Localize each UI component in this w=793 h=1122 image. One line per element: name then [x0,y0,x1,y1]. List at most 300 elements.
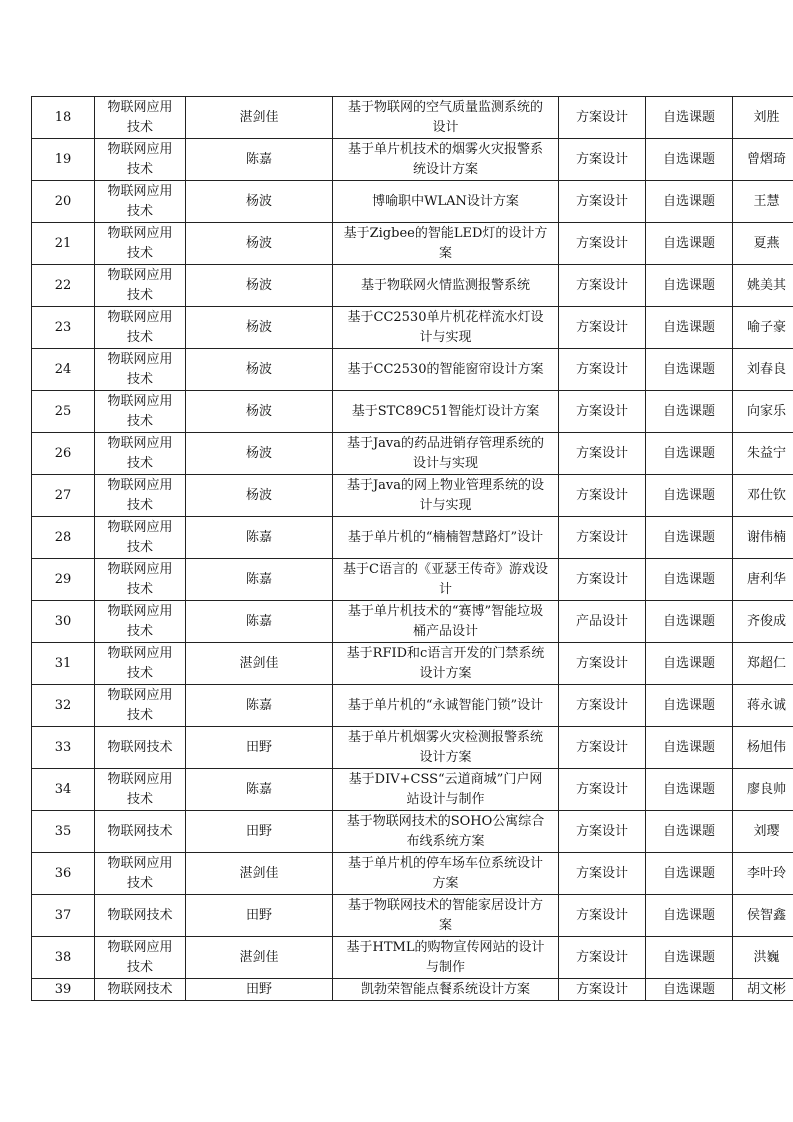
row-number-text: 38 [54,949,72,965]
row-number [32,895,95,937]
major-cell-text: 物联网应用技术 [107,771,173,807]
topic-source-cell [646,727,733,769]
topic-type-cell-text: 方案设计 [575,655,628,671]
topic-type-cell [559,853,646,895]
major-cell [95,475,186,517]
topic-source-cell [646,559,733,601]
topic-source-cell [646,685,733,727]
student-cell [733,265,793,307]
teacher-cell-text: 杨波 [245,445,272,461]
table-row [32,559,793,601]
teacher-cell [186,811,333,853]
row-number [32,601,95,643]
row-number [32,475,95,517]
topic-source-cell [646,937,733,979]
topic-title-cell-text: 基于CC2530单片机花样流水灯设计与实现 [347,309,544,345]
table-row [32,895,793,937]
teacher-cell [186,517,333,559]
topic-title-cell [333,643,559,685]
topic-type-cell [559,601,646,643]
student-cell [733,223,793,265]
topic-type-cell-text: 方案设计 [575,109,628,125]
major-cell-text: 物联网应用技术 [107,435,173,471]
student-cell-text: 姚美其 [746,277,786,293]
student-cell-text: 谢伟楠 [746,529,786,545]
topic-type-cell-text: 方案设计 [575,697,628,713]
student-cell [733,643,793,685]
topic-title-cell-text: 基于HTML的购物宣传网站的设计与制作 [346,939,545,975]
major-cell [95,643,186,685]
row-number-text: 32 [54,697,72,713]
major-cell-text: 物联网应用技术 [107,393,173,429]
topic-source-cell-text: 自选课题 [662,151,715,167]
topic-title-cell-text: 基于单片机的“永诚智能门锁”设计 [347,697,544,713]
major-cell-text: 物联网技术 [107,907,173,923]
topic-source-cell [646,349,733,391]
topic-type-cell [559,895,646,937]
major-cell [95,223,186,265]
teacher-cell [186,601,333,643]
topic-type-cell [559,559,646,601]
row-number [32,349,95,391]
student-cell-text: 邓仕钦 [746,487,786,503]
topic-type-cell-text: 方案设计 [575,151,628,167]
major-cell [95,601,186,643]
topic-table-body [32,97,793,1001]
major-cell [95,433,186,475]
teacher-cell-text: 湛剑佳 [239,949,279,965]
table-row [32,769,793,811]
teacher-cell [186,937,333,979]
topic-source-cell-text: 自选课题 [662,487,715,503]
topic-title-cell-text: 基于RFID和c语言开发的门禁系统设计方案 [346,645,545,681]
major-cell [95,97,186,139]
table-row [32,307,793,349]
table-row [32,937,793,979]
topic-title-cell-text: 基于Java的网上物业管理系统的设计与实现 [346,477,545,513]
topic-source-cell [646,895,733,937]
teacher-cell-text: 杨波 [245,403,272,419]
major-cell-text: 物联网应用技术 [107,561,173,597]
student-cell [733,979,793,1001]
table-row [32,139,793,181]
major-cell-text: 物联网技术 [107,823,173,839]
major-cell-text: 物联网应用技术 [107,687,173,723]
topic-title-cell [333,307,559,349]
student-cell [733,685,793,727]
topic-title-cell [333,769,559,811]
student-cell [733,307,793,349]
student-cell-text: 刘胜 [753,109,780,125]
teacher-cell-text: 杨波 [245,277,272,293]
topic-title-cell-text: 基于CC2530的智能窗帘设计方案 [347,361,544,377]
major-cell [95,307,186,349]
major-cell-text: 物联网应用技术 [107,603,173,639]
major-cell [95,769,186,811]
topic-title-cell-text: 博喻职中WLAN设计方案 [372,193,519,209]
row-number-text: 30 [54,613,72,629]
row-number [32,727,95,769]
topic-title-cell [333,685,559,727]
topic-type-cell-text: 方案设计 [575,235,628,251]
topic-title-cell-text: 基于Zigbee的智能LED灯的设计方案 [343,225,548,261]
student-cell [733,475,793,517]
topic-title-cell [333,223,559,265]
topic-source-cell-text: 自选课题 [662,981,715,997]
table-row [32,433,793,475]
major-cell-text: 物联网应用技术 [107,855,173,891]
topic-source-cell [646,433,733,475]
row-number [32,769,95,811]
student-cell-text: 刘璎 [753,823,780,839]
topic-type-cell-text: 方案设计 [575,277,628,293]
student-cell-text: 夏燕 [753,235,780,251]
student-cell-text: 朱益宁 [746,445,786,461]
teacher-cell-text: 杨波 [245,193,272,209]
teacher-cell-text: 湛剑佳 [239,655,279,671]
table-row [32,475,793,517]
student-cell-text: 唐利华 [746,571,786,587]
student-cell [733,349,793,391]
table-row [32,685,793,727]
topic-source-cell [646,811,733,853]
student-cell [733,937,793,979]
major-cell-text: 物联网应用技术 [107,99,173,135]
row-number-text: 34 [54,781,72,797]
student-cell [733,181,793,223]
row-number-text: 23 [54,319,72,335]
major-cell-text: 物联网技术 [107,739,173,755]
topic-title-cell [333,853,559,895]
student-cell-text: 曾熠琦 [746,151,786,167]
student-cell [733,433,793,475]
topic-source-cell [646,391,733,433]
major-cell [95,265,186,307]
teacher-cell [186,979,333,1001]
topic-type-cell [559,811,646,853]
topic-title-cell-text: 基于单片机的停车场车位系统设计方案 [347,855,543,891]
topic-title-cell [333,349,559,391]
major-cell [95,517,186,559]
topic-title-cell [333,517,559,559]
row-number [32,811,95,853]
major-cell [95,937,186,979]
topic-source-cell [646,475,733,517]
teacher-cell-text: 杨波 [245,235,272,251]
topic-source-cell [646,139,733,181]
topic-type-cell [559,307,646,349]
topic-title-cell [333,811,559,853]
row-number-text: 24 [54,361,72,377]
topic-title-cell-text: 基于物联网技术的智能家居设计方案 [347,897,543,933]
topic-type-cell-text: 方案设计 [575,361,628,377]
major-cell [95,811,186,853]
topic-source-cell [646,979,733,1001]
topic-type-cell-text: 方案设计 [575,739,628,755]
topic-table [31,96,793,1001]
topic-source-cell [646,853,733,895]
student-cell [733,853,793,895]
topic-source-cell [646,601,733,643]
topic-source-cell-text: 自选课题 [662,865,715,881]
teacher-cell-text: 田野 [245,823,272,839]
row-number [32,97,95,139]
teacher-cell [186,181,333,223]
topic-type-cell-text: 方案设计 [575,781,628,797]
student-cell-text: 杨旭伟 [746,739,786,755]
teacher-cell-text: 陈嘉 [245,151,272,167]
topic-type-cell [559,223,646,265]
topic-title-cell [333,895,559,937]
major-cell-text: 物联网应用技术 [107,141,173,177]
topic-title-cell-text: 基于单片机技术的“赛博”智能垃圾桶产品设计 [347,603,544,639]
topic-type-cell [559,349,646,391]
topic-type-cell [559,727,646,769]
topic-title-cell-text: 基于STC89C51智能灯设计方案 [351,403,540,419]
topic-source-cell-text: 自选课题 [662,193,715,209]
teacher-cell-text: 陈嘉 [245,697,272,713]
topic-source-cell [646,769,733,811]
major-cell-text: 物联网应用技术 [107,267,173,303]
row-number [32,979,95,1001]
row-number-text: 36 [54,865,72,881]
student-cell [733,895,793,937]
row-number [32,685,95,727]
student-cell-text: 郑超仁 [746,655,786,671]
table-row [32,223,793,265]
row-number-text: 29 [54,571,72,587]
major-cell-text: 物联网应用技术 [107,309,173,345]
major-cell-text: 物联网应用技术 [107,519,173,555]
student-cell [733,391,793,433]
topic-type-cell [559,97,646,139]
table-row [32,979,793,1001]
row-number-text: 33 [54,739,72,755]
row-number-text: 22 [54,277,72,293]
topic-source-cell-text: 自选课题 [662,361,715,377]
student-cell-text: 李叶玲 [746,865,786,881]
teacher-cell [186,685,333,727]
topic-source-cell-text: 自选课题 [662,277,715,293]
table-row [32,391,793,433]
row-number-text: 35 [54,823,72,839]
student-cell-text: 齐俊成 [746,613,786,629]
topic-type-cell [559,517,646,559]
topic-title-cell [333,559,559,601]
row-number-text: 26 [54,445,72,461]
topic-type-cell [559,685,646,727]
row-number [32,559,95,601]
topic-type-cell-text: 方案设计 [575,487,628,503]
topic-title-cell-text: 基于物联网技术的SOHO公寓综合布线系统方案 [346,813,545,849]
topic-title-cell [333,727,559,769]
topic-title-cell-text: 基于物联网的空气质量监测系统的设计 [347,99,543,135]
major-cell-text: 物联网应用技术 [107,939,173,975]
topic-title-cell [333,181,559,223]
major-cell-text: 物联网应用技术 [107,645,173,681]
student-cell [733,811,793,853]
topic-title-cell [333,265,559,307]
topic-source-cell-text: 自选课题 [662,235,715,251]
topic-source-cell [646,307,733,349]
row-number [32,223,95,265]
teacher-cell-text: 田野 [245,907,272,923]
major-cell-text: 物联网应用技术 [107,225,173,261]
topic-type-cell [559,769,646,811]
teacher-cell [186,307,333,349]
teacher-cell [186,139,333,181]
row-number-text: 28 [54,529,72,545]
row-number [32,181,95,223]
teacher-cell [186,853,333,895]
row-number-text: 19 [54,151,72,167]
row-number [32,265,95,307]
row-number-text: 21 [54,235,72,251]
major-cell [95,979,186,1001]
topic-type-cell [559,433,646,475]
row-number-text: 20 [54,193,72,209]
teacher-cell [186,349,333,391]
teacher-cell [186,769,333,811]
table-row [32,517,793,559]
topic-source-cell [646,265,733,307]
row-number [32,517,95,559]
teacher-cell-text: 杨波 [245,319,272,335]
major-cell-text: 物联网应用技术 [107,477,173,513]
topic-type-cell-text: 方案设计 [575,981,628,997]
topic-type-cell [559,643,646,685]
table-row [32,811,793,853]
topic-type-cell-text: 方案设计 [575,949,628,965]
topic-title-cell [333,475,559,517]
student-cell-text: 侯智鑫 [746,907,786,923]
teacher-cell [186,223,333,265]
row-number [32,307,95,349]
topic-type-cell [559,139,646,181]
table-row [32,349,793,391]
student-cell [733,601,793,643]
topic-source-cell-text: 自选课题 [662,571,715,587]
student-cell [733,139,793,181]
topic-title-cell-text: 凯勃荣智能点餐系统设计方案 [360,981,530,997]
teacher-cell [186,391,333,433]
teacher-cell [186,727,333,769]
topic-source-cell [646,643,733,685]
major-cell-text: 物联网技术 [107,981,173,997]
student-cell-text: 洪巍 [753,949,780,965]
row-number [32,433,95,475]
topic-source-cell-text: 自选课题 [662,613,715,629]
topic-type-cell-text: 方案设计 [575,193,628,209]
topic-type-cell-text: 产品设计 [575,613,628,629]
row-number-text: 37 [54,907,72,923]
topic-type-cell-text: 方案设计 [575,907,628,923]
row-number [32,937,95,979]
topic-title-cell-text: 基于Java的药品进销存管理系统的设计与实现 [346,435,545,471]
topic-source-cell-text: 自选课题 [662,655,715,671]
row-number [32,391,95,433]
topic-title-cell [333,601,559,643]
student-cell [733,97,793,139]
topic-type-cell-text: 方案设计 [575,865,628,881]
student-cell [733,517,793,559]
table-row [32,727,793,769]
student-cell-text: 廖良帅 [746,781,786,797]
table-row [32,97,793,139]
table-row [32,265,793,307]
topic-type-cell [559,475,646,517]
major-cell [95,559,186,601]
topic-type-cell [559,265,646,307]
major-cell [95,139,186,181]
topic-source-cell-text: 自选课题 [662,445,715,461]
topic-source-cell-text: 自选课题 [662,529,715,545]
topic-source-cell [646,181,733,223]
topic-source-cell-text: 自选课题 [662,697,715,713]
student-cell-text: 喻子豪 [746,319,786,335]
teacher-cell-text: 陈嘉 [245,781,272,797]
teacher-cell [186,559,333,601]
topic-title-cell [333,979,559,1001]
row-number [32,643,95,685]
topic-type-cell [559,391,646,433]
topic-source-cell-text: 自选课题 [662,319,715,335]
teacher-cell [186,97,333,139]
student-cell-text: 向家乐 [746,403,786,419]
topic-type-cell [559,937,646,979]
table-row [32,181,793,223]
topic-source-cell-text: 自选课题 [662,403,715,419]
row-number-text: 27 [54,487,72,503]
teacher-cell-text: 陈嘉 [245,571,272,587]
topic-title-cell-text: 基于物联网火情监测报警系统 [360,277,530,293]
major-cell [95,853,186,895]
topic-type-cell [559,979,646,1001]
teacher-cell-text: 杨波 [245,487,272,503]
row-number-text: 31 [54,655,72,671]
topic-title-cell-text: 基于DIV+CSS“云道商城”门户网站设计与制作 [348,771,543,807]
topic-type-cell [559,181,646,223]
topic-title-cell [333,97,559,139]
topic-source-cell [646,97,733,139]
topic-type-cell-text: 方案设计 [575,403,628,419]
row-number-text: 18 [54,109,72,125]
topic-type-cell-text: 方案设计 [575,529,628,545]
student-cell-text: 王慧 [753,193,780,209]
topic-title-cell-text: 基于单片机烟雾火灾检测报警系统设计方案 [347,729,543,765]
topic-source-cell-text: 自选课题 [662,781,715,797]
topic-type-cell-text: 方案设计 [575,319,628,335]
major-cell [95,727,186,769]
row-number [32,139,95,181]
topic-source-cell-text: 自选课题 [662,823,715,839]
major-cell [95,685,186,727]
topic-source-cell-text: 自选课题 [662,109,715,125]
teacher-cell-text: 田野 [245,981,272,997]
teacher-cell [186,895,333,937]
row-number [32,853,95,895]
student-cell-text: 胡文彬 [746,981,786,997]
major-cell [95,895,186,937]
teacher-cell [186,643,333,685]
major-cell-text: 物联网应用技术 [107,351,173,387]
row-number-text: 39 [54,981,72,997]
topic-source-cell-text: 自选课题 [662,739,715,755]
row-number-text: 25 [54,403,72,419]
student-cell-text: 刘春良 [746,361,786,377]
topic-type-cell-text: 方案设计 [575,445,628,461]
teacher-cell-text: 湛剑佳 [239,865,279,881]
